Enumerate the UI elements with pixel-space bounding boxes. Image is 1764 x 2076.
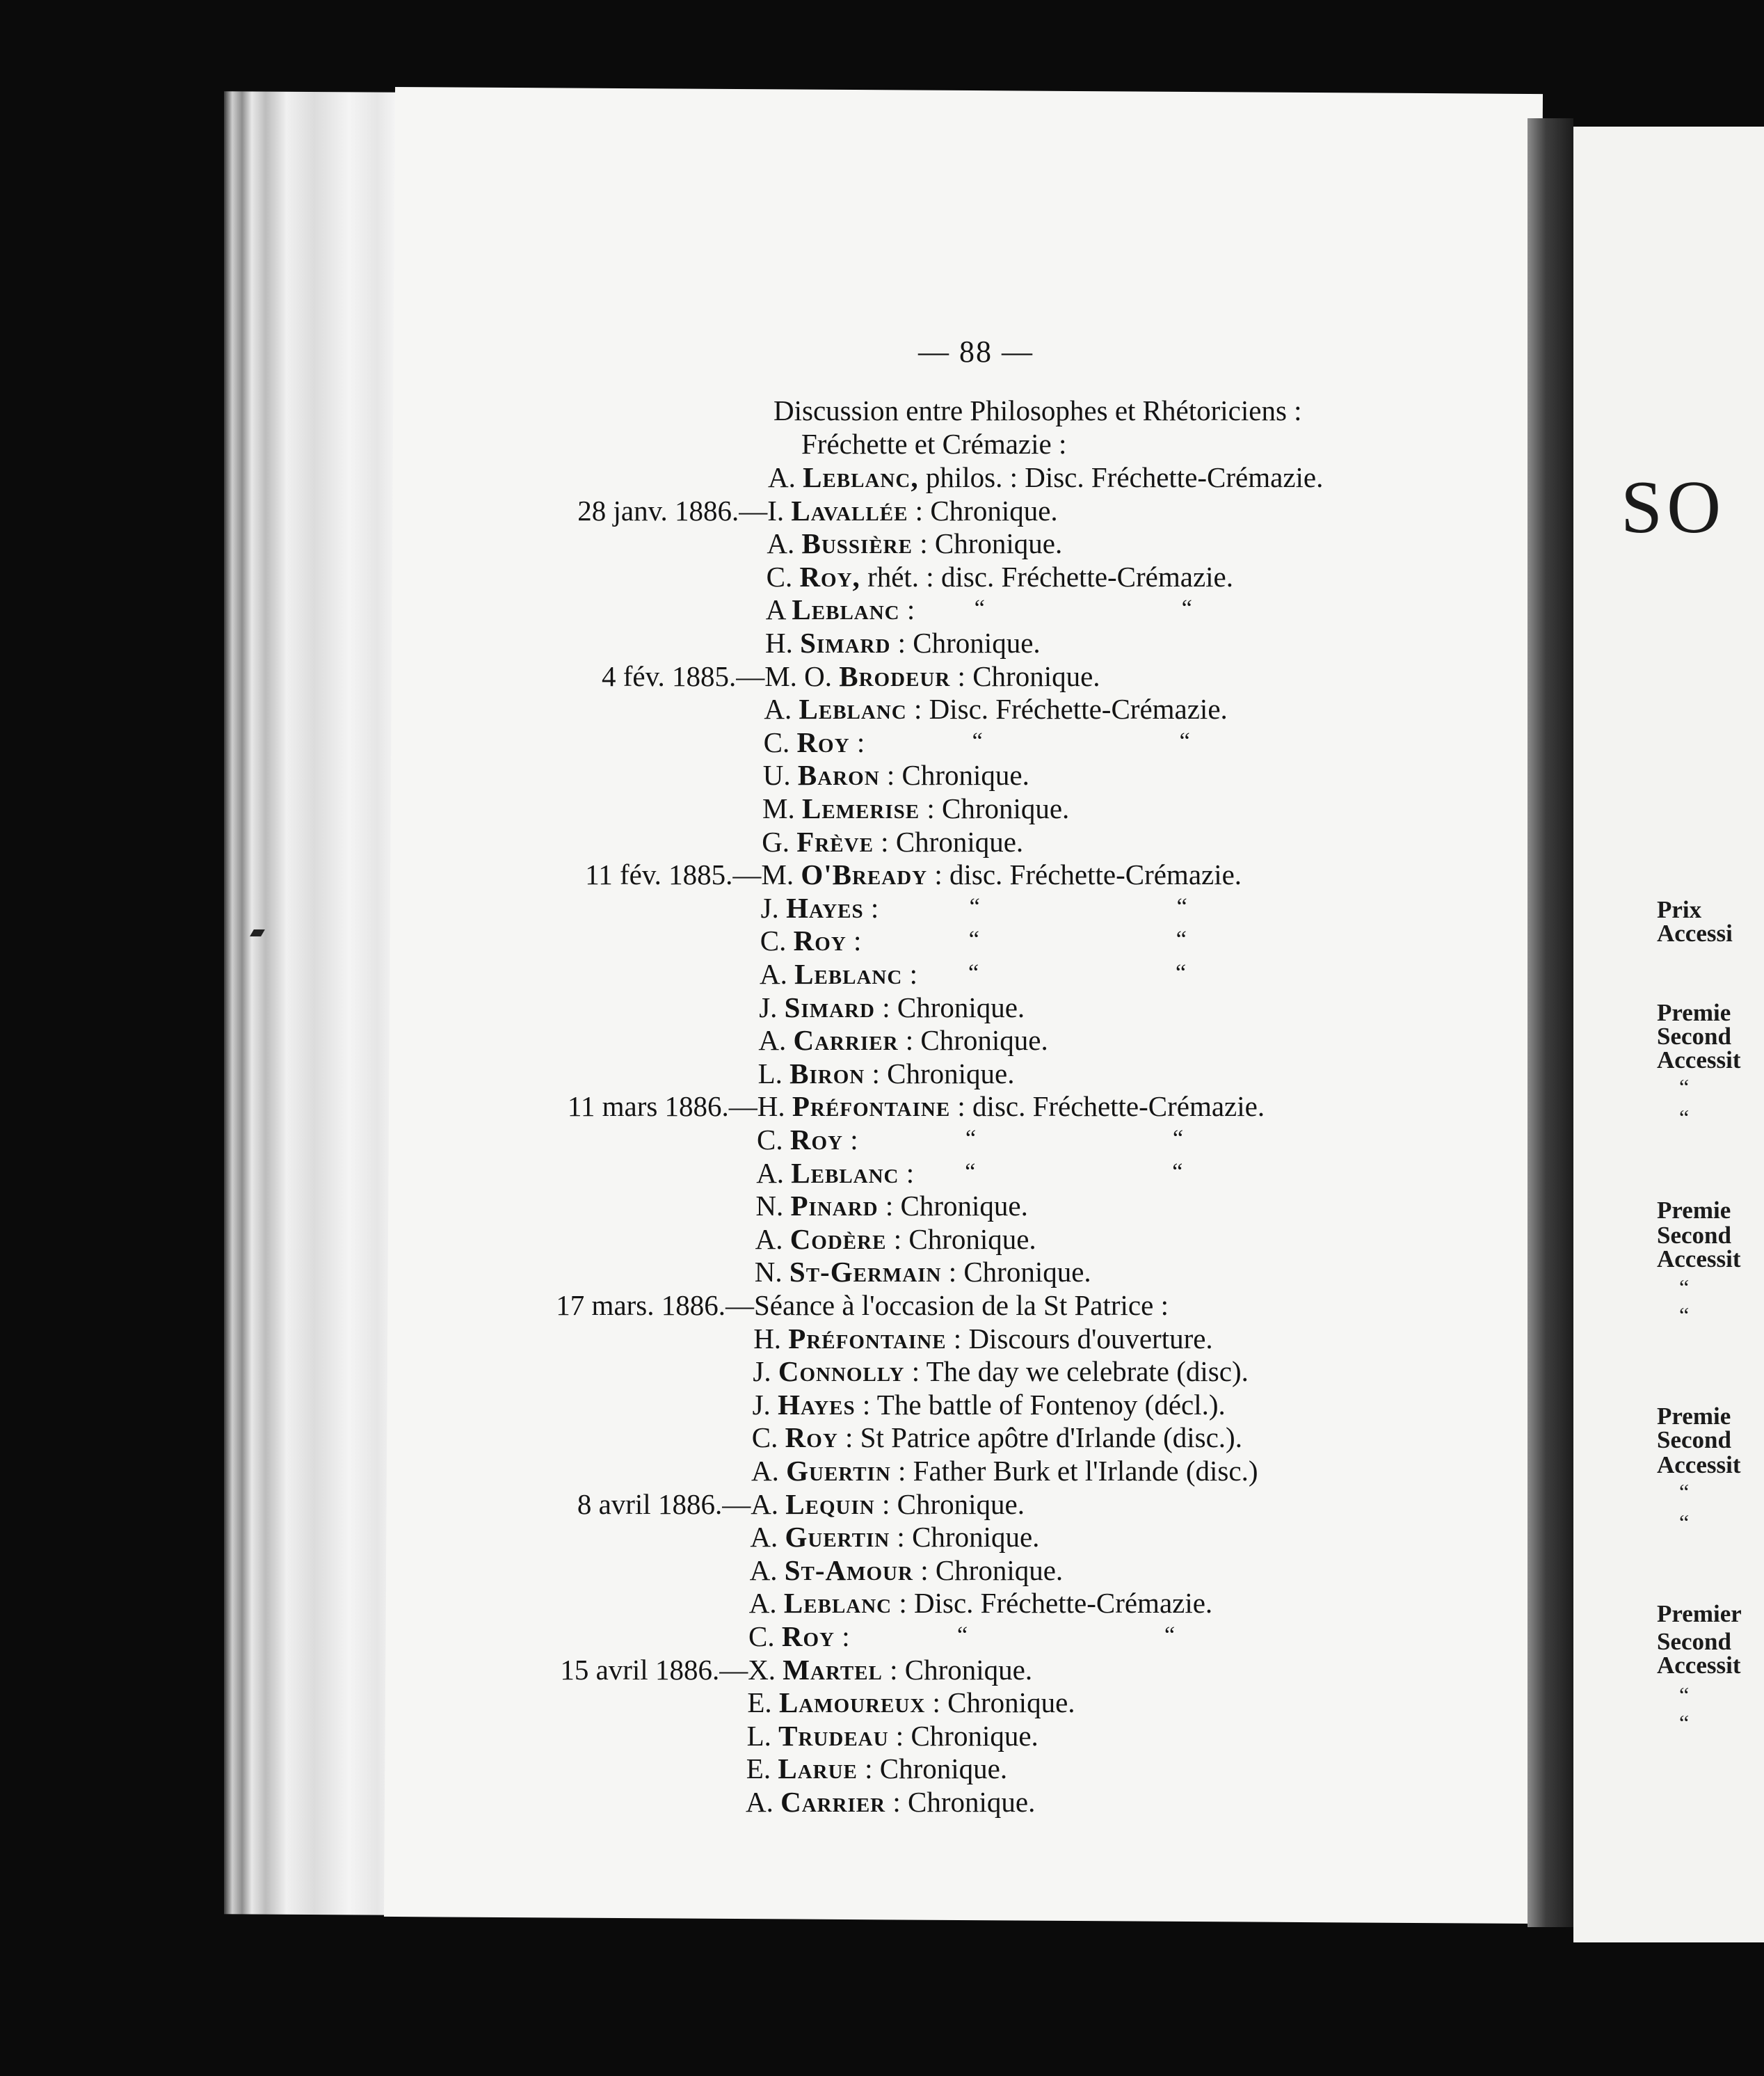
entry-line — [763, 758, 1029, 792]
entry-line — [757, 1089, 1265, 1123]
entry-initial: J. — [760, 891, 787, 924]
entry-initial: M. — [761, 859, 801, 891]
ditto-mark: “ — [1176, 960, 1187, 986]
entry-text: : Chronique. — [873, 825, 1024, 858]
right-page-line: Second — [1657, 1628, 1731, 1655]
entry-surname: Brodeur — [839, 660, 951, 692]
book-gutter — [1528, 118, 1573, 1927]
entry-surname: Baron — [797, 759, 880, 792]
entry-text: : Chronique. — [874, 1487, 1025, 1520]
entry-text: : The day we celebrate (disc). — [904, 1355, 1249, 1388]
entry-surname: Guertin — [786, 1455, 891, 1487]
ditto-mark: “ — [972, 728, 983, 754]
entry-line — [764, 660, 1100, 693]
entry-text: : Chronique. — [874, 991, 1025, 1023]
entry-surname: Roy, — [799, 560, 860, 593]
right-page-line: Premie — [1657, 999, 1731, 1026]
entry-text: : disc. Fréchette-Crémazie. — [950, 1090, 1265, 1123]
entry-initial: A. — [751, 1455, 787, 1487]
entry-initial: A. — [760, 958, 795, 990]
entry-date: 4 fév. 1885.— — [602, 660, 765, 692]
entry-initial: A. — [758, 1024, 794, 1057]
ditto-mark: “ — [1179, 728, 1190, 754]
entry-text: : Chronique. — [898, 1024, 1048, 1057]
entry-surname: Roy — [793, 925, 847, 957]
entry-surname: Leblanc, — [803, 461, 919, 493]
intro-line-2: Fréchette et Crémazie : — [801, 428, 1067, 460]
entry-surname: St-Germain — [789, 1256, 942, 1288]
right-page-line: Accessit — [1657, 1451, 1741, 1478]
entry-surname: Lamoureux — [778, 1686, 926, 1719]
entry-line — [766, 593, 915, 626]
entry-line — [762, 792, 1069, 825]
entry-initial: E. — [746, 1752, 778, 1785]
entry-line — [762, 825, 1023, 859]
ditto-mark: “ — [974, 596, 985, 622]
entry-initial: A. — [768, 461, 803, 493]
entry-text: : Chronique. — [888, 1719, 1039, 1752]
right-page-line: “ — [1679, 1710, 1690, 1735]
entry-surname: Leblanc — [783, 1587, 892, 1620]
right-page-line: Accessi — [1657, 920, 1733, 947]
ditto-mark: “ — [968, 927, 979, 953]
entry-text: : Chronique. — [912, 527, 1063, 560]
entry-initial: L. — [746, 1719, 779, 1752]
entry-initial: C. — [757, 1124, 790, 1156]
entry-initial: A. — [749, 1554, 785, 1586]
entry-surname: Préfontaine — [792, 1090, 951, 1123]
entry-text: : Chronique. — [865, 1057, 1015, 1089]
entry-initial: C. — [760, 925, 794, 957]
entry-surname: Lavallée — [791, 494, 908, 527]
entry-text: : disc. Fréchette-Crémazie. — [927, 859, 1242, 891]
entry-line — [749, 1586, 1212, 1620]
entry-text: : Discours d'ouverture. — [946, 1322, 1213, 1355]
entry-line — [750, 1520, 1039, 1554]
entry-surname: Roy — [796, 726, 850, 758]
entry-line — [760, 924, 862, 957]
entry-line — [753, 1388, 1226, 1421]
entry-text: : — [899, 593, 915, 626]
right-page-line: Accessit — [1657, 1245, 1741, 1272]
entry-surname: Hayes — [786, 891, 864, 924]
entry-text: : — [899, 1156, 915, 1189]
entry-surname: Lemerise — [801, 792, 920, 824]
entry-initial: H. — [757, 1090, 792, 1123]
entry-surname: Lequin — [785, 1487, 875, 1520]
entry-line — [746, 1785, 1035, 1819]
entry-initial: A — [765, 593, 792, 626]
entry-line — [748, 1620, 850, 1653]
entry-line — [767, 527, 1062, 560]
entry-text: : Chronique. — [857, 1752, 1008, 1785]
entry-text: Séance à l'occasion de la St Patrice : — [754, 1289, 1169, 1321]
entry-text: : Chronique. — [925, 1686, 1075, 1719]
entry-line — [753, 1355, 1248, 1388]
entry-surname: Biron — [789, 1057, 865, 1089]
entry-line — [764, 692, 1227, 726]
right-page-line: Second — [1657, 1426, 1731, 1453]
ditto-mark: “ — [957, 1622, 968, 1648]
entry-surname: Pinard — [790, 1190, 879, 1222]
entry-line — [746, 1752, 1007, 1785]
entry-line — [761, 858, 1242, 891]
right-page — [1573, 127, 1764, 1942]
entry-initial: M. O. — [764, 660, 840, 692]
entry-text: : Father Burk et l'Irlande (disc.) — [890, 1455, 1258, 1487]
entry-initial: N. — [754, 1256, 789, 1288]
entry-line — [754, 1288, 1169, 1322]
entry-surname: Carrier — [793, 1024, 899, 1057]
entry-initial: N. — [755, 1190, 791, 1222]
entry-date: 15 avril 1886.— — [560, 1653, 748, 1686]
entry-date: 11 fév. 1885.— — [585, 859, 762, 891]
entry-text: : — [846, 925, 862, 957]
entry-line — [751, 1487, 1025, 1521]
ditto-mark: “ — [1164, 1622, 1176, 1648]
entry-initial: A. — [750, 1521, 785, 1554]
entry-initial: J. — [759, 991, 785, 1023]
entry-surname: Leblanc — [794, 958, 903, 990]
entry-surname: O'Bready — [801, 859, 928, 891]
entry-line — [764, 726, 865, 759]
entry-initial: H. — [765, 627, 801, 659]
entry-initial: C. — [751, 1421, 785, 1454]
entry-initial: A. — [756, 1156, 792, 1189]
entry-initial: A. — [764, 693, 799, 726]
entry-text: : Chronique. — [908, 494, 1058, 527]
entry-surname: Guertin — [785, 1521, 890, 1554]
entry-surname: Hayes — [778, 1388, 856, 1421]
entry-surname: Martel — [783, 1653, 883, 1686]
entry-surname: Trudeau — [778, 1719, 889, 1752]
entry-surname: Leblanc — [791, 1156, 899, 1189]
entry-line — [756, 1156, 914, 1190]
right-page-line: “ — [1679, 1275, 1690, 1300]
entry-initial: C. — [763, 726, 797, 758]
entry-text: : Chronique. — [950, 660, 1100, 692]
ditto-mark: “ — [968, 960, 979, 986]
entry-line — [761, 891, 879, 925]
right-page-line: Premier — [1657, 1600, 1742, 1627]
entry-initial: A. — [746, 1786, 781, 1818]
right-page-line: “ — [1679, 1510, 1690, 1535]
entry-initial: E. — [747, 1686, 779, 1719]
entry-initial: L. — [757, 1057, 790, 1089]
right-page-heading: SO — [1621, 466, 1726, 549]
ditto-mark: “ — [1176, 893, 1187, 920]
entry-text: : — [849, 726, 865, 758]
entry-line — [753, 1322, 1213, 1355]
entry-text: : Chronique. — [878, 1190, 1028, 1222]
entry-initial: H. — [753, 1322, 789, 1355]
entry-line — [755, 1222, 1036, 1256]
entry-line — [748, 1653, 1032, 1686]
right-page-line: “ — [1679, 1479, 1690, 1504]
entry-surname: Simard — [784, 991, 875, 1023]
entry-initial: X. — [748, 1653, 783, 1686]
right-page-line: Prix — [1657, 896, 1702, 923]
ditto-mark: “ — [1181, 596, 1192, 622]
entry-text: : Chronique. — [941, 1256, 1091, 1288]
right-page-line: Premie — [1657, 1403, 1731, 1430]
entry-text: : Chronique. — [920, 792, 1070, 824]
entry-initial: J. — [753, 1355, 778, 1388]
entry-initial: C. — [748, 1620, 782, 1652]
entry-line — [768, 461, 1323, 494]
entry-surname: Préfontaine — [788, 1322, 947, 1355]
entry-initial: A. — [748, 1587, 784, 1620]
entry-text: : Chronique. — [913, 1554, 1064, 1586]
entry-initial: C. — [766, 560, 800, 593]
entry-text: : Chronique. — [879, 759, 1029, 792]
right-page-line: Accessit — [1657, 1046, 1741, 1073]
entry-surname: Roy — [781, 1620, 835, 1652]
right-page-line: Premie — [1657, 1197, 1731, 1224]
right-page-line: “ — [1679, 1302, 1690, 1327]
page-number: — 88 — — [918, 335, 1034, 369]
entry-surname: Bussière — [801, 527, 913, 560]
ditto-mark: “ — [969, 893, 980, 920]
entry-text: : Chronique. — [890, 627, 1041, 659]
entry-text: rhét. : disc. Fréchette-Crémazie. — [860, 560, 1233, 593]
entry-surname: Roy — [785, 1421, 838, 1454]
entry-initial: U. — [762, 759, 798, 792]
entry-line — [747, 1719, 1039, 1752]
page-stack-edge — [224, 91, 398, 1915]
entry-text: : — [834, 1620, 850, 1652]
entry-initial: G. — [762, 825, 797, 858]
right-page-line: “ — [1679, 1105, 1690, 1130]
entry-surname: Leblanc — [792, 593, 900, 626]
entry-line — [758, 1023, 1048, 1057]
intro-line-1: Discussion entre Philosophes et Rhétoriciens : — [773, 394, 1302, 426]
entry-initial: A. — [755, 1222, 790, 1255]
entry-initial: A. — [751, 1487, 786, 1520]
entry-text: : — [863, 891, 879, 924]
entry-line — [767, 560, 1233, 593]
ditto-mark: “ — [1176, 927, 1187, 953]
entry-surname: Frève — [796, 825, 874, 858]
right-page-line: “ — [1679, 1074, 1690, 1099]
entry-surname: Larue — [778, 1752, 858, 1785]
entry-line — [765, 626, 1041, 660]
entry-line — [760, 957, 917, 991]
entry-text: : Disc. Fréchette-Crémazie. — [906, 693, 1228, 726]
entry-surname: Codère — [789, 1222, 887, 1255]
right-page-line: Second — [1657, 1222, 1731, 1249]
entry-initial: I. — [767, 494, 792, 527]
right-page-line: Second — [1657, 1023, 1731, 1050]
entry-line — [758, 1057, 1015, 1090]
entry-line — [767, 494, 1057, 527]
right-page-line: Accessit — [1657, 1652, 1741, 1679]
entry-line — [755, 1255, 1091, 1288]
entry-line — [757, 1123, 858, 1156]
ditto-mark: “ — [1173, 1126, 1184, 1151]
entry-line — [750, 1554, 1064, 1587]
entry-line — [751, 1454, 1258, 1487]
entry-date: 11 mars 1886.— — [567, 1090, 757, 1123]
entry-text: : St Patrice apôtre d'Irlande (disc.). — [837, 1421, 1242, 1454]
entry-text: : Chronique. — [886, 1222, 1036, 1255]
entry-line — [759, 991, 1025, 1024]
entry-line — [755, 1189, 1027, 1222]
entry-initial: A. — [767, 527, 802, 560]
entry-line — [752, 1421, 1242, 1454]
entry-surname: Connolly — [778, 1355, 905, 1388]
entry-text: : Chronique. — [882, 1653, 1033, 1686]
entry-date: 28 janv. 1886.— — [577, 494, 768, 527]
entry-text: : Disc. Fréchette-Crémazie. — [892, 1587, 1213, 1620]
entry-date: 8 avril 1886.— — [577, 1487, 751, 1520]
entry-text: : — [902, 958, 917, 990]
entry-surname: Leblanc — [799, 693, 907, 726]
entry-surname: Roy — [789, 1124, 843, 1156]
right-page-line: “ — [1679, 1682, 1690, 1707]
entry-text: philos. : Disc. Fréchette-Crémazie. — [918, 461, 1324, 493]
entry-surname: Carrier — [780, 1786, 886, 1818]
entry-surname: Simard — [800, 627, 891, 659]
ditto-mark: “ — [965, 1126, 977, 1151]
entry-text: : — [842, 1124, 858, 1156]
entry-text: : Chronique. — [890, 1521, 1040, 1554]
entry-line — [747, 1686, 1075, 1719]
ditto-mark: “ — [1172, 1158, 1183, 1185]
entry-initial: M. — [762, 792, 802, 824]
entry-initial: J. — [752, 1388, 778, 1421]
entry-text: : Chronique. — [885, 1786, 1036, 1818]
ditto-mark: “ — [965, 1158, 976, 1185]
entry-surname: St-Amour — [784, 1554, 913, 1586]
entry-date: 17 mars. 1886.— — [556, 1289, 754, 1321]
entry-text: : The battle of Fontenoy (décl.). — [855, 1388, 1226, 1421]
